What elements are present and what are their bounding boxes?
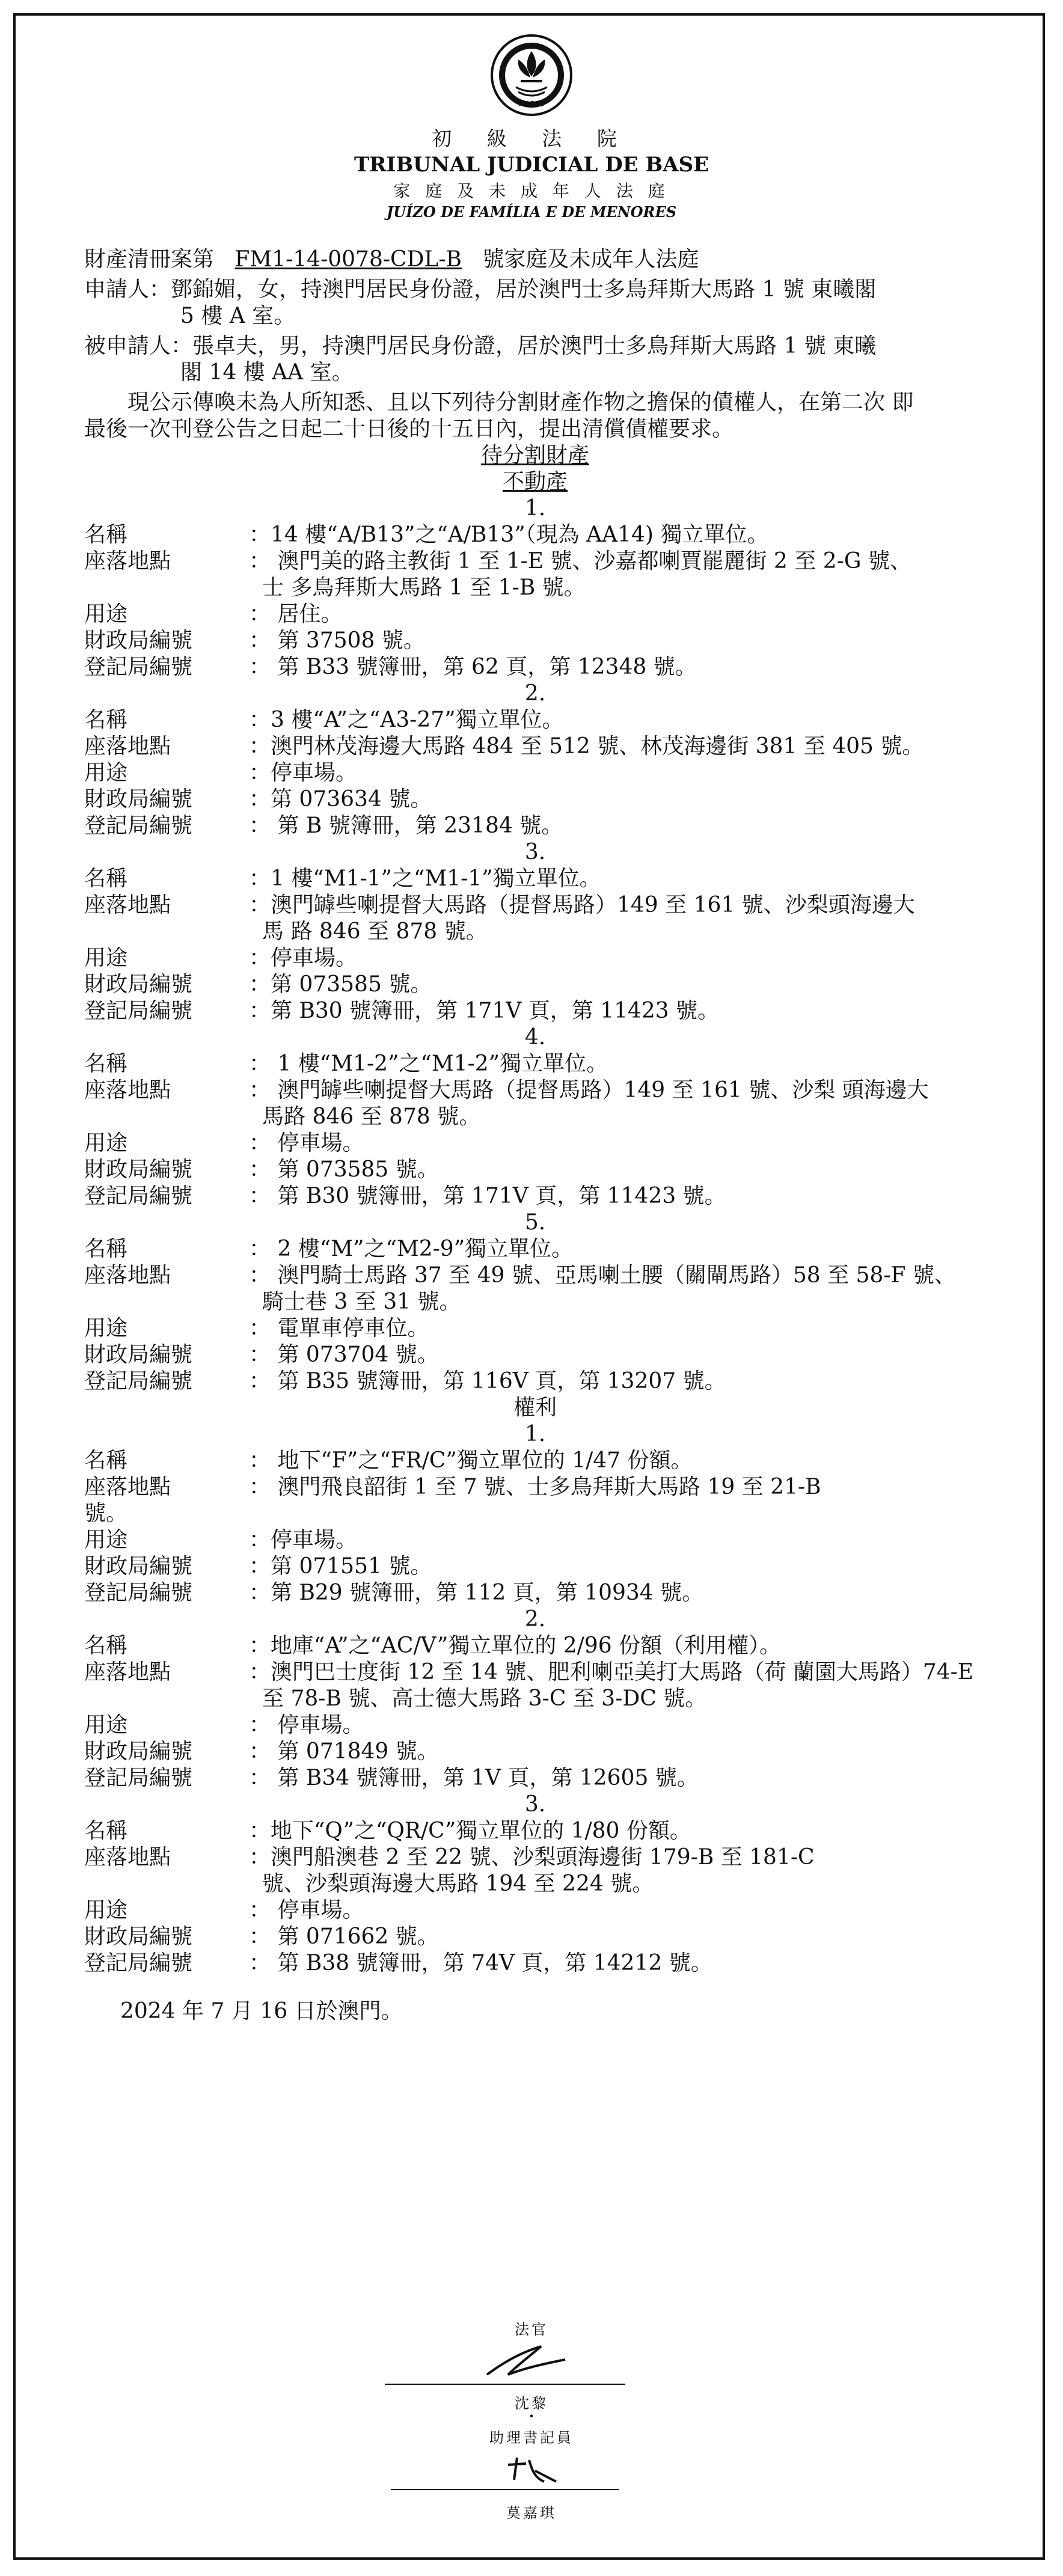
field-label: 座落地點 [84,1475,171,1499]
field-label: 用途 [84,1898,128,1923]
item-number: 2. [524,681,546,706]
field-value: ： 停車場。 [249,1713,364,1737]
field-name [84,866,986,892]
field-name [84,1633,986,1659]
item-number: 3. [524,1792,546,1817]
immovable-item [84,839,986,1024]
field-value: ：第 B29 號簿冊，第 112 頁，第 10934 號。 [249,1580,704,1605]
field-registry [84,1183,986,1210]
case-prefix: 財產清冊案第 [84,247,215,272]
field-value: ：停車場。 [249,1528,358,1552]
field-label: 名稱 [84,522,128,547]
field-label: 座落地點 [84,1660,171,1684]
right-item [84,1421,986,1606]
field-value: ：3 樓“A”之“A3-27”獨立單位。 [249,708,564,732]
field-label: 名稱 [84,708,128,732]
respondent-line1: 張卓夫，男，持澳門居民身份證，居於澳門士多鳥拜斯大馬路 1 號 東曦 [192,334,877,358]
field-value: ：1 樓“M1-1”之“M1-1”獨立單位。 [249,866,601,891]
field-location [84,548,986,601]
field-label: 用途 [84,946,128,970]
rights-list [84,1421,986,1977]
field-location [84,1844,986,1897]
field-value: ： 地下“F”之“FR/C”獨立單位的 1/47 份額。 [249,1448,693,1473]
field-label: 登記局編號 [84,1369,193,1394]
field-value: ： 1 樓“M1-2”之“M1-2”獨立單位。 [249,1051,608,1076]
field-value [249,1262,986,1315]
item-number: 1. [524,1422,546,1446]
field-use [84,1712,986,1739]
judge-name: 沈黎 [515,2395,548,2412]
field-label: 財政局編號 [84,1157,193,1182]
field-label: 財政局編號 [84,1554,193,1579]
field-label: 用途 [84,1713,128,1737]
item-number: 3. [524,840,546,864]
field-registry [84,1368,986,1395]
field-value: ： 第 071662 號。 [249,1924,439,1949]
field-label: 名稱 [84,1633,128,1658]
right-item [84,1791,986,1977]
field-finance [84,1739,986,1765]
field-label: 登記局編號 [84,813,193,838]
macau-emblem-icon [489,33,574,117]
field-use [84,945,986,971]
field-use [84,1130,986,1157]
field-registry [84,654,986,681]
field-value: ：第 071551 號。 [249,1554,432,1579]
judge-signature-icon [475,2342,583,2384]
field-value: ：第 073634 號。 [249,787,432,812]
field-label: 財政局編號 [84,628,193,653]
field-value [249,1659,986,1712]
field-label: 用途 [84,602,128,626]
field-label: 登記局編號 [84,1184,193,1208]
field-label: 用途 [84,1528,128,1552]
field-label: 財政局編號 [84,1342,193,1367]
field-value: ：地下“Q”之“QR/C”獨立單位的 1/80 份額。 [249,1819,691,1843]
field-registry [84,1950,986,1977]
clerk-title: 助理書記員 [489,2429,574,2446]
field-value: ： 第 37508 號。 [249,628,425,653]
field-label: 用途 [84,760,128,785]
case-line [84,246,986,273]
field-value: ： 第 B34 號簿冊，第 1V 頁，第 12605 號。 [249,1766,699,1790]
judge-title: 法官 [515,2321,548,2338]
notice-line2: 最後一次刊登公告之日起二十日後的十五日內，提出清償債權要求。 [84,417,734,441]
field-value-line: ：澳門船澳巷 2 至 22 號、沙梨頭海邊街 179-B 至 181-C [249,1845,815,1870]
field-value: ：14 樓“A/B13”之“A/B13”（現為 AA14) 獨立單位。 [249,522,769,547]
juizo-name-pt: JUÍZO DE FAMÍLIA E DE MENORES [386,203,677,221]
field-name [84,1448,986,1474]
field-label: 座落地點 [84,893,171,917]
field-label: 登記局編號 [84,999,193,1023]
field-label: 名稱 [84,1237,128,1261]
field-label: 名稱 [84,1051,128,1076]
applicant-block [84,277,986,329]
field-use [84,1527,986,1553]
field-value: ： 第 071849 號。 [249,1739,439,1764]
item-number: 4. [524,1025,546,1050]
field-value-line: 騎士巷 3 至 31 號。 [262,1290,461,1314]
field-value: ： 停車場。 [249,1131,364,1155]
field-value [249,1844,986,1897]
field-location [84,1659,986,1712]
field-value: ： 居住。 [249,602,343,626]
field-value: ： 電單車停車位。 [249,1316,429,1341]
rights-title: 權利 [513,1395,557,1420]
field-registry [84,998,986,1024]
field-value-line: ：澳門罅些喇提督大馬路（提督馬路）149 至 161 號、沙梨頭海邊大 [249,893,915,917]
immovable-title: 不動產 [502,470,568,494]
section-title: 待分割財產 [480,443,589,468]
field-use [84,1315,986,1342]
field-location [84,1262,986,1315]
location-tail: 號。 [84,1501,128,1526]
emblem-text: MACAU [518,100,545,108]
field-finance [84,971,986,998]
field-name [84,1236,986,1262]
field-label: 座落地點 [84,1845,171,1870]
respondent-label: 被申請人： [84,334,193,358]
item-number: 1. [524,496,546,521]
court-name-zh: 初 級 法 院 [432,127,631,150]
field-label: 財政局編號 [84,1924,193,1949]
field-value [249,892,986,945]
field-label: 用途 [84,1316,128,1341]
field-value: ： 2 樓“M”之“M2-9”獨立單位。 [249,1237,574,1261]
field-location [84,892,986,945]
field-label: 座落地點 [84,734,171,759]
field-label: 名稱 [84,1448,128,1473]
clerk-signature-line [391,2489,619,2490]
applicant-label: 申請人： [84,277,171,302]
immovable-item [84,495,986,681]
field-label: 座落地點 [84,1263,171,1288]
field-label: 財政局編號 [84,1739,193,1764]
respondent-line2: 閣 14 樓 AA 室。 [180,360,354,385]
field-label: 用途 [84,1131,128,1155]
notice-paragraph-cont [84,416,986,442]
field-finance [84,628,986,654]
notice-line1: 現公示傳喚未為人所知悉、且以下列待分割財產作物之擔保的債權人，在第二次 即 [127,390,914,415]
field-value [249,1077,986,1130]
field-value-line: ： 澳門美的路主教街 1 至 1-E 號、沙嘉都喇賈罷麗街 2 至 2-G 號、 [249,549,911,574]
field-value: ： 第 B33 號簿冊，第 62 頁，第 12348 號。 [249,655,697,679]
field-value: ： 第 B35 號簿冊，第 116V 頁，第 13207 號。 [249,1369,726,1394]
field-label: 財政局編號 [84,787,193,812]
clerk-signature-icon [499,2453,565,2489]
field-value: ： 第 B 號簿冊，第 23184 號。 [249,813,563,838]
field-value [249,1474,986,1501]
court-name-pt: TRIBUNAL JUDICIAL DE BASE [354,153,709,177]
field-use [84,601,986,628]
field-label: 登記局編號 [84,655,193,679]
field-name [84,707,986,733]
juizo-name-zh: 家 庭 及 未 成 年 人 法 庭 [393,181,670,201]
item-number: 2. [524,1607,546,1632]
field-label: 登記局編號 [84,1766,193,1790]
field-value: ： 第 073704 號。 [249,1342,439,1367]
field-finance [84,786,986,813]
field-name [84,522,986,548]
field-value-line: ： 澳門罅些喇提督大馬路（提督馬路）149 至 161 號、沙梨 頭海邊大 [249,1078,929,1103]
field-name [84,1818,986,1844]
field-value-line: 馬 路 846 至 878 號。 [262,919,488,944]
immovable-item [84,1024,986,1210]
judge-signature-line [385,2384,625,2385]
field-value-line: 號、沙梨頭海邊大馬路 194 至 224 號。 [262,1871,654,1896]
applicant-line1: 鄧錦媚，女，持澳門居民身份證，居於澳門士多鳥拜斯大馬路 1 號 東曦閣 [171,277,877,302]
field-value-line: 馬路 846 至 878 號。 [262,1104,481,1129]
date-line: 2024 年 7 月 16 日於澳門。 [120,1999,403,2024]
field-registry [84,813,986,839]
immovable-item [84,681,986,839]
separator-dot: • [528,2411,535,2422]
field-value [249,548,986,601]
field-registry [84,1580,986,1606]
field-value-line: ：澳門林茂海邊大馬路 484 至 512 號、林茂海邊街 381 至 405 號。 [249,734,924,759]
field-value [249,733,986,760]
field-value-line: ：澳門巴士度街 12 至 14 號、肥利喇亞美打大馬路（荷 蘭園大馬路）74-E [249,1660,974,1684]
field-finance [84,1157,986,1183]
field-value: ： 第 B38 號簿冊，第 74V 頁，第 14212 號。 [249,1951,712,1975]
immovable-item [84,1210,986,1395]
field-value-line: 至 78-B 號、高士德大馬路 3-C 至 3-DC 號。 [262,1686,707,1711]
field-finance [84,1924,986,1950]
field-label: 名稱 [84,866,128,891]
notice-paragraph [84,390,986,416]
respondent-block [84,333,986,386]
field-name [84,1051,986,1077]
clerk-name: 莫嘉琪 [506,2504,557,2521]
field-label: 座落地點 [84,1078,171,1103]
field-value: ：停車場。 [249,946,358,970]
field-label: 登記局編號 [84,1951,193,1975]
field-value: ： 第 073585 號。 [249,1157,439,1182]
document-header [0,33,1063,221]
field-value-line: ： 澳門騎士馬路 37 至 49 號、亞馬喇土腰（關閘馬路）58 至 58-F 號、 [249,1263,956,1288]
field-location [84,733,986,760]
field-value-line: ： 澳門飛良韶街 1 至 7 號、士多鳥拜斯大馬路 19 至 21-B [249,1475,821,1499]
case-number: FM1-14-0078-CDL-B [234,247,462,272]
field-location [84,1077,986,1130]
field-finance [84,1342,986,1368]
applicant-line2: 5 樓 A 室。 [180,304,296,328]
right-item [84,1606,986,1791]
field-label: 座落地點 [84,549,171,574]
field-value: ： 停車場。 [249,1898,364,1923]
field-location [84,1474,986,1501]
field-value: ：第 073585 號。 [249,972,432,997]
document-body [84,246,986,2025]
field-label: 名稱 [84,1819,128,1843]
field-value: ：第 B30 號簿冊，第 171V 頁，第 11423 號。 [249,999,720,1023]
field-value: ：停車場。 [249,760,358,785]
field-registry [84,1765,986,1791]
field-use [84,1897,986,1924]
item-number: 5. [524,1210,546,1235]
field-use [84,760,986,786]
field-value: ： 第 B30 號簿冊，第 171V 頁，第 11423 號。 [249,1184,726,1208]
case-suffix: 號家庭及未成年人法庭 [482,247,699,272]
field-value: ：地庫“A”之“AC/V”獨立單位的 2/96 份額（利用權）。 [249,1633,782,1658]
field-finance [84,1553,986,1580]
field-label: 財政局編號 [84,972,193,997]
field-value-line: 士 多鳥拜斯大馬路 1 至 1-B 號。 [262,575,586,600]
immovables-list [84,495,986,1395]
field-label: 登記局編號 [84,1580,193,1605]
